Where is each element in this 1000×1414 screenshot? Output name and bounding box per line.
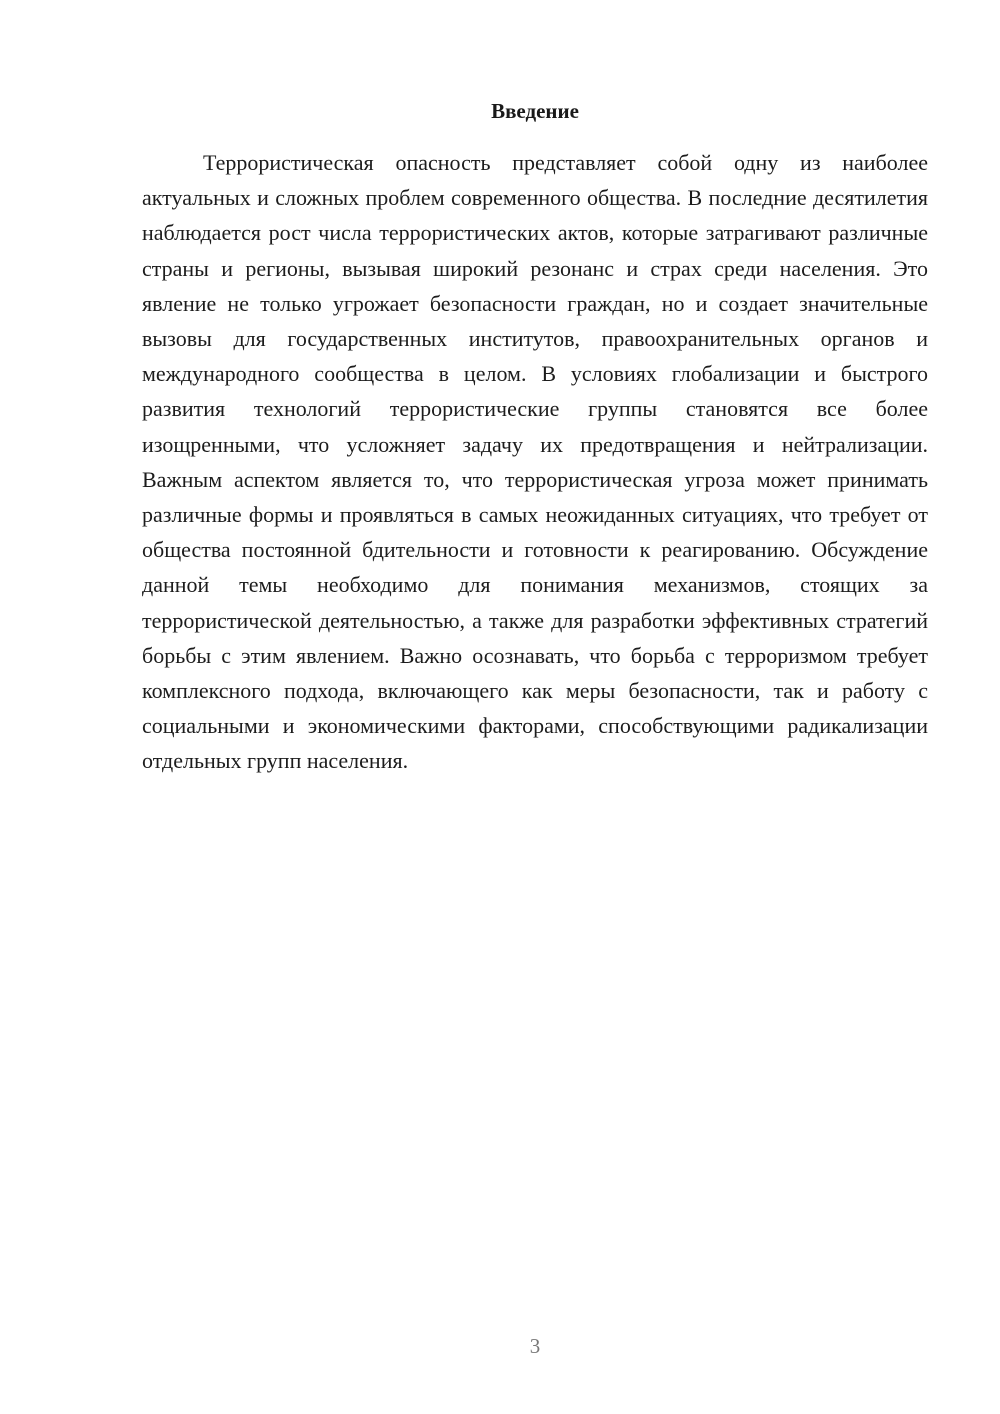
page-number: 3 (529, 1334, 541, 1358)
section-heading: Введение (491, 99, 579, 123)
body-paragraph: Террористическая опасность представляет собой одну из наиболее актуальных и сложных проблем современного общества. В последние десятилетия наблюдается рост числа террористических актов, которые затрагивают различные страны и регионы, вызывая широкий резонанс и страх среди населения. Это явление не только угрожает безопасности граждан, но и создает значительные вызовы для государственных институтов, правоохранительных органов и международного сообщества в целом. В условиях глобализации и быстрого развития технологий террористические группы становятся все более изощренными, что усложняет задачу их предотвращения и нейтрализации. Важным аспектом является то, что террористическая угроза может принимать различные формы и проявляться в самых неожиданных ситуациях, что требует от общества постоянной бдительности и готовности к реагированию. Обсуждение данной темы необходимо для понимания механизмов, стоящих за террористической деятельностью, а также для разработки эффективных стратегий борьбы с этим явлением. Важно осознавать, что борьба с терроризмом требует комплексного подхода, включающего как меры безопасности, так и работу с социальными и экономическими факторами, способствующими радикализации отдельных групп населения. (142, 150, 928, 774)
